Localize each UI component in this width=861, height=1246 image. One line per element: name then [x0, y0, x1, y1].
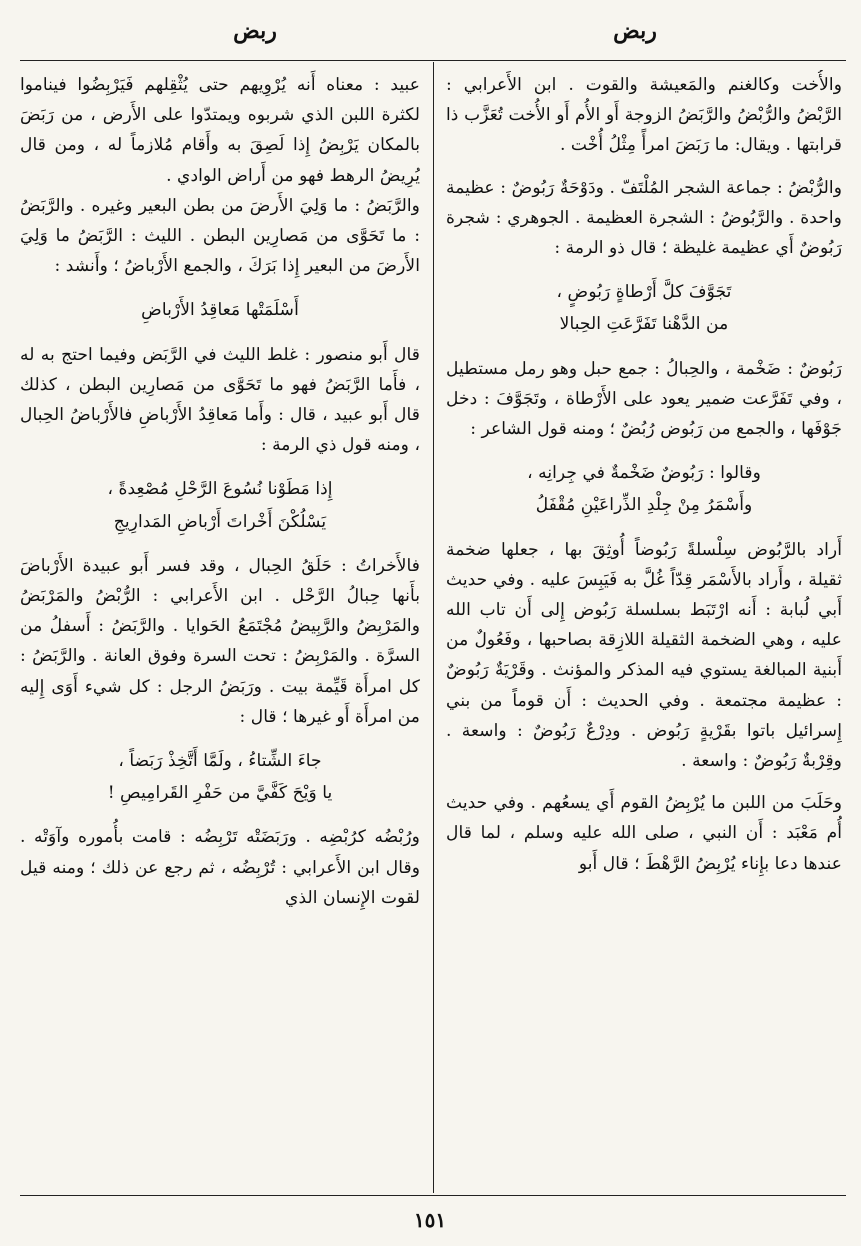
paragraph: والأُخت وكالغنم والمَعيشة والقوت . ابن الأَعرابي : الرَّبْضُ والرُّبْضُ والرَّبَضُ الزوجة أَو الأُم أَو الأُخت تُعَزَّب ذا قرابتها . ويقال: ما رَبَضَ امرأً مِثْلُ أُخْت . — [446, 75, 842, 156]
verse-line: وأَسْمَرُ مِنْ جِلْدِ الذِّراعَيْنِ مُقْفَلُ — [535, 495, 753, 516]
header-entry-word-left: ربض — [233, 18, 277, 44]
paragraph: ورُبْضُه كرُبْضِه . ورَبَضَتْه تَرْبِضُه : قامت بأُموره وآوَتْه . وقال ابن الأَعرابي : تُرْبِضُه ، ثم رجع عن ذلك ؛ ومنه قيل لقوت الإِنسان الذي — [20, 827, 420, 908]
header-entry-word-right: ربض — [613, 18, 657, 44]
verse-line: أَسْلَمَتْها مَعاقِدُ الأَرْباضِ — [141, 300, 299, 321]
paragraph: عبيد : معناه أَنه يُرْوِيهم حتى يُثْقِلهم فَيَرْبِضُوا فيناموا لكثرة اللبن الذي شربوه ويمتدّوا على الأَرض ، من رَبَضَ بالمكان يَرْبِضُ إِذا لَصِقَ به وأَقام مُلازماً له ، ومن قال يُرِيضُ الرهط فهو من أَراض الوادي . — [20, 75, 420, 186]
page-header — [0, 18, 861, 48]
paragraph: قال أَبو منصور : غلط الليث في الرَّبَض وفيما احتج به له ، فأَما الرَّبَضُ فهو ما تَحَوَّى من مَصارِين البطن ، كذلك قال أَبو عبيد ، قال : وأَما مَعاقِدُ الأَرْباضِ فالأَرْباضُ الحِبال ، ومنه قول ذي الرمة : — [20, 344, 420, 456]
paragraph: رَبُوضٌ : ضَخْمة ، والحِبالُ : جمع حبل وهو رمل مستطيل ، وفي تَفَرَّعت ضمير يعود على الأَرْطاة ، وتَجَوَّفَ : دخل جَوْفَها ، والجمع من رَبُوض رُبُضٌ ؛ ومنه قول الشاعر : — [446, 358, 842, 440]
footer-rule — [20, 1195, 846, 1196]
page-number: ١٥١ — [413, 1208, 447, 1232]
verse-line: يا وَيْحَ كَفَّيَّ من حَفْرِ القَرامِيصِ ! — [107, 783, 333, 804]
paragraph: وحَلَبَ من اللبن ما يُرْبِضُ القوم أَي يسعُهم . وفي حديث أُم مَعْبَد : أَن النبي ، صلى الله عليه وسلم ، لما قال عندها دعا بإِناء يُرْبِضُ الرَّهْطَ ؛ قال أَبو — [446, 793, 842, 874]
column-divider — [433, 62, 434, 1193]
right-column — [446, 70, 842, 1190]
verse-line: تَجَوَّفَ كلَّ أَرْطاةٍ رَبُوضٍ ، — [556, 282, 732, 303]
verse-line: وقالوا : رَبُوضٌ ضَخْمةٌ في جِرانِه ، — [527, 463, 761, 484]
verse-line: إِذا مَطَوْنا نُسُوعَ الرَّحْلِ مُصْعِدةً ، — [107, 479, 333, 500]
paragraph: أَراد بالرَّبُوض سِلْسلةً رَبُوضاً أُوثِقَ بها ، جعلها ضخمة ثقيلة ، وأَراد بالأَسْمَر قِدّاً غُلَّ به فَيَبِسَ عليه . وفي حديث أَبي لُبابة : أَنه ارْتَبَط بسلسلة رَبُوض إِلى أَن تاب الله عليه ، وهي الضخمة الثقيلة اللازِقة بصاحبها ، وفَعُولٌ من أَبنية المبالغة يستوي فيه المذكر والمؤنث . وقَرْيَةٌ رَبُوضٌ : عظيمة مجتمعة . وفي الحديث : أَن قوماً من بني إِسرائيل باتوا بقَرْيةٍ رَبُوض . ودِرْعٌ رَبُوضٌ : واسعة . وقِرْبةٌ رَبُوضٌ : واسعة . — [446, 539, 842, 772]
verse-line: من الدَّهْنا تَفَرَّعَتِ الحِبالا — [559, 314, 729, 335]
paragraph: والرُّبْضُ : جماعة الشجر المُلْتَفّ . ودَوْحَةٌ رَبُوضٌ : عظيمة واحدة . والرَّبُوضُ : الشجرة العظيمة . الجوهري : شجرة رَبُوضٌ أَي عظيمة غليظة ؛ قال ذو الرمة : — [446, 177, 842, 259]
paragraph: فالأَخراتُ : حَلَقُ الحِبال ، وقد فسر أَبو عبيدة الأَرْباضَ بأَنها حِبالُ الرَّحْل . ابن الأَعرابي : الرُّبْضُ والمَرْبَضُ والمَرْبِضُ والرَّبِيضُ مُجْتَمَعُ الحَوايا . والرَّبَضُ : أَسفلُ من السرَّة . والمَرْبِضُ : تحت السرة وفوق العانة . والرَّبَضُ : كل امرأَة قَيِّمة بيت . ورَبَضُ الرجل : كل شيء أَوَى إِليه من امرأَة أَو غيرها ؛ قال : — [20, 555, 420, 727]
paragraph: والرَّبَضُ : ما وَلِيَ الأَرضَ من بطن البعير وغيره . والرَّبَضُ : ما تَحَوَّى من مَصارِين البطن . الليث : الرَّبَضُ ما وَلِيَ الأَرضَ من البعير إِذا بَرَكَ ، والجمع الأَرْباضُ ؛ وأَنشد : — [20, 195, 420, 277]
header-rule — [20, 60, 846, 61]
verse-line: يَسْلُكْنَ أَخْراتَ أَرْباضِ المَدارِيجِ — [113, 511, 327, 532]
verse-line: جاءَ الشِّتاءُ ، ولَمَّا أَتَّخِذْ رَبَضاً ، — [118, 751, 322, 772]
left-column — [20, 70, 420, 1190]
